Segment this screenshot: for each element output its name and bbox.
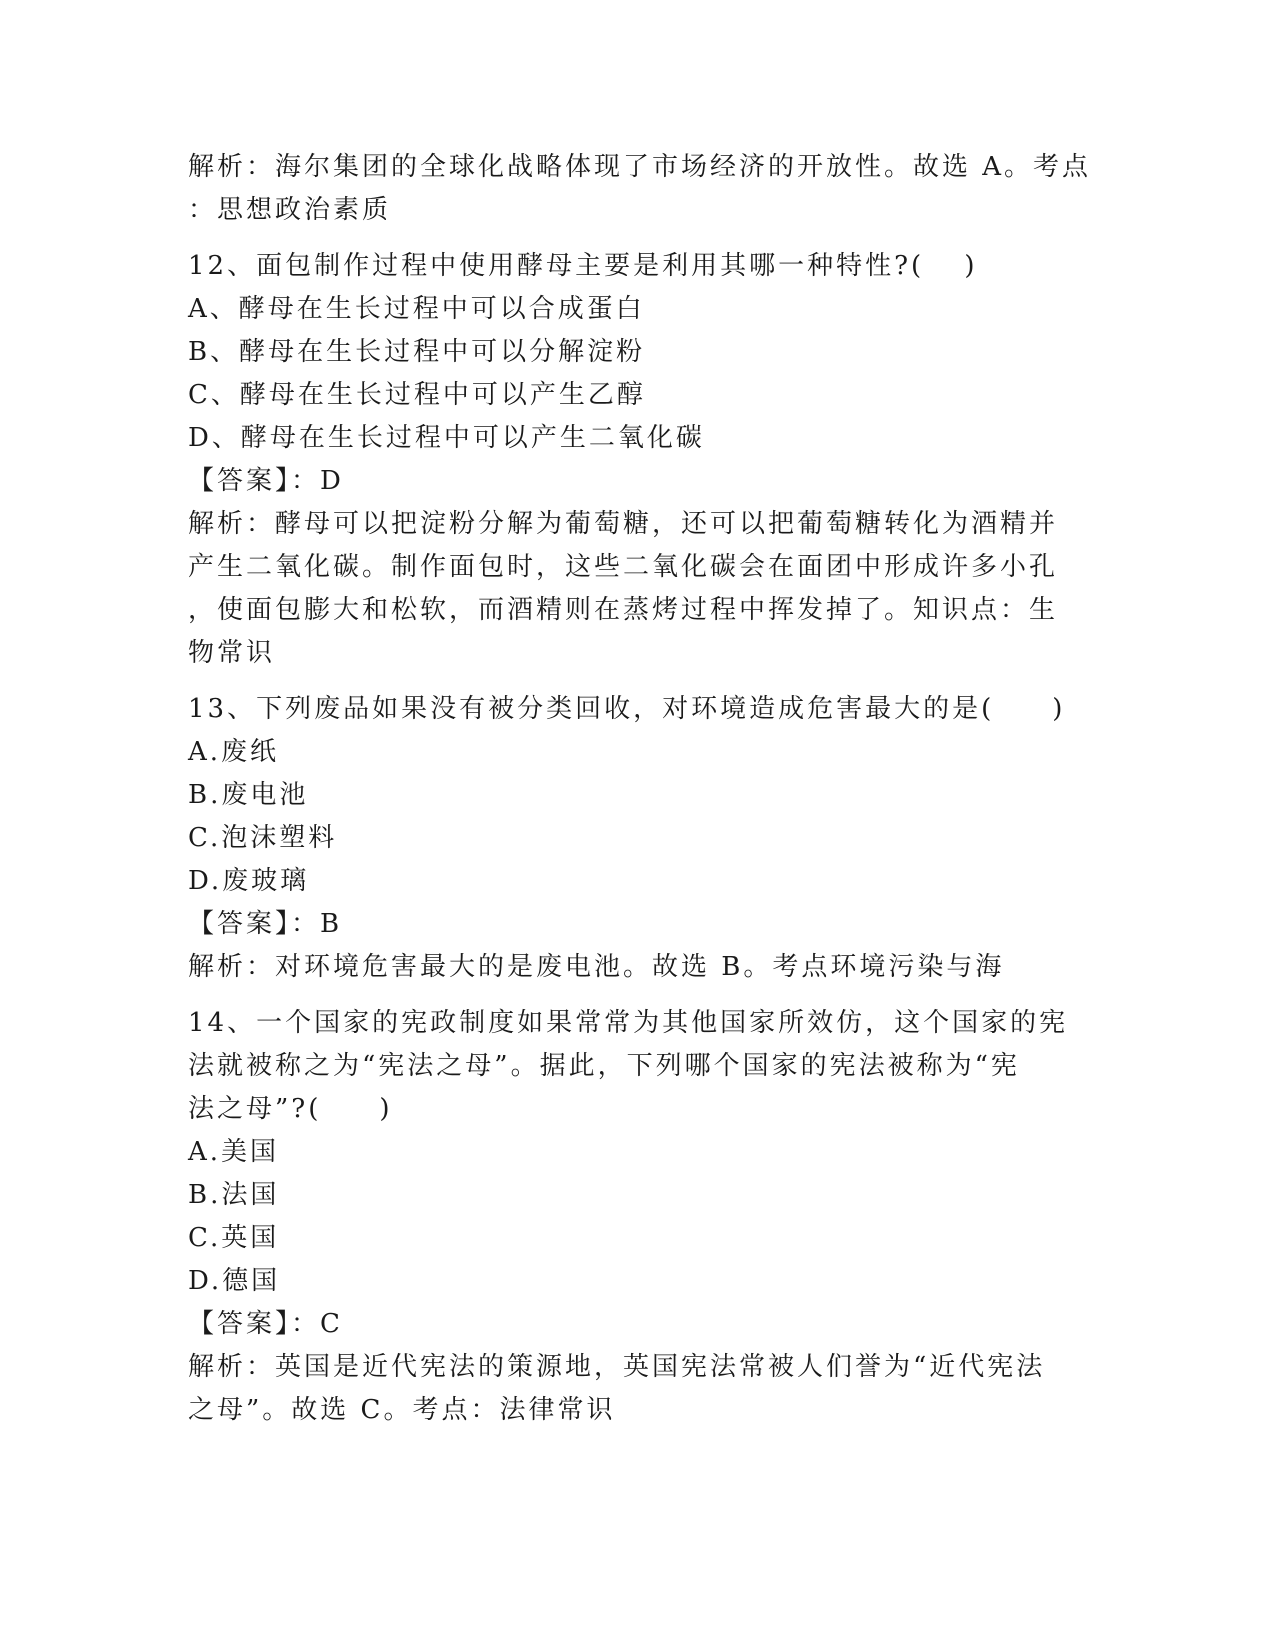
question-12 [188, 245, 1088, 675]
option-c: C.英国 [188, 1223, 280, 1253]
option-b: B、酵母在生长过程中可以分解淀粉 [188, 337, 646, 367]
analysis-line: ：思想政治素质 [188, 195, 392, 225]
analysis-line: 之母”。故选 C。考点：法律常识 [188, 1395, 616, 1425]
intro-analysis [188, 146, 1092, 232]
option-b: B.法国 [188, 1180, 280, 1210]
option-a: A.废纸 [188, 737, 280, 767]
analysis-line: 解析：英国是近代宪法的策源地，英国宪法常被人们誉为“近代宪法 [188, 1352, 1046, 1382]
option-c: C.泡沫塑料 [188, 823, 338, 853]
option-d: D.废玻璃 [188, 866, 310, 896]
answer-line: 【答案】：D [188, 466, 344, 496]
question-stem: 13、下列废品如果没有被分类回收，对环境造成危害最大的是( ) [188, 694, 1066, 724]
option-d: D.德国 [188, 1266, 281, 1296]
analysis-line: 解析：对环境危害最大的是废电池。故选 B。考点环境污染与海 [188, 952, 1005, 982]
option-a: A、酵母在生长过程中可以合成蛋白 [188, 294, 645, 324]
answer-line: 【答案】：C [188, 1309, 343, 1339]
question-stem: 14、一个国家的宪政制度如果常常为其他国家所效仿，这个国家的宪 [188, 1008, 1069, 1038]
question-stem: 法就被称之为“宪法之母”。据此，下列哪个国家的宪法被称为“宪 [188, 1051, 1020, 1081]
answer-line: 【答案】：B [188, 909, 343, 939]
question-14 [188, 1002, 1088, 1432]
option-d: D、酵母在生长过程中可以产生二氧化碳 [188, 423, 705, 453]
question-13 [188, 688, 1088, 989]
option-c: C、酵母在生长过程中可以产生乙醇 [188, 380, 646, 410]
option-a: A.美国 [188, 1137, 280, 1167]
option-b: B.废电池 [188, 780, 309, 810]
question-stem: 法之母”?( ) [188, 1094, 393, 1124]
analysis-line: 解析：海尔集团的全球化战略体现了市场经济的开放性。故选 A。考点 [188, 152, 1092, 182]
document-page [188, 146, 1092, 1432]
analysis-line: ，使面包膨大和松软，而酒精则在蒸烤过程中挥发掉了。知识点：生 [188, 595, 1059, 625]
analysis-line: 物常识 [188, 638, 276, 668]
analysis-line: 产生二氧化碳。制作面包时，这些二氧化碳会在面团中形成许多小孔 [188, 552, 1059, 582]
analysis-line: 解析：酵母可以把淀粉分解为葡萄糖，还可以把葡萄糖转化为酒精并 [188, 509, 1059, 539]
question-stem: 12、面包制作过程中使用酵母主要是利用其哪一种特性?( ) [188, 251, 978, 281]
